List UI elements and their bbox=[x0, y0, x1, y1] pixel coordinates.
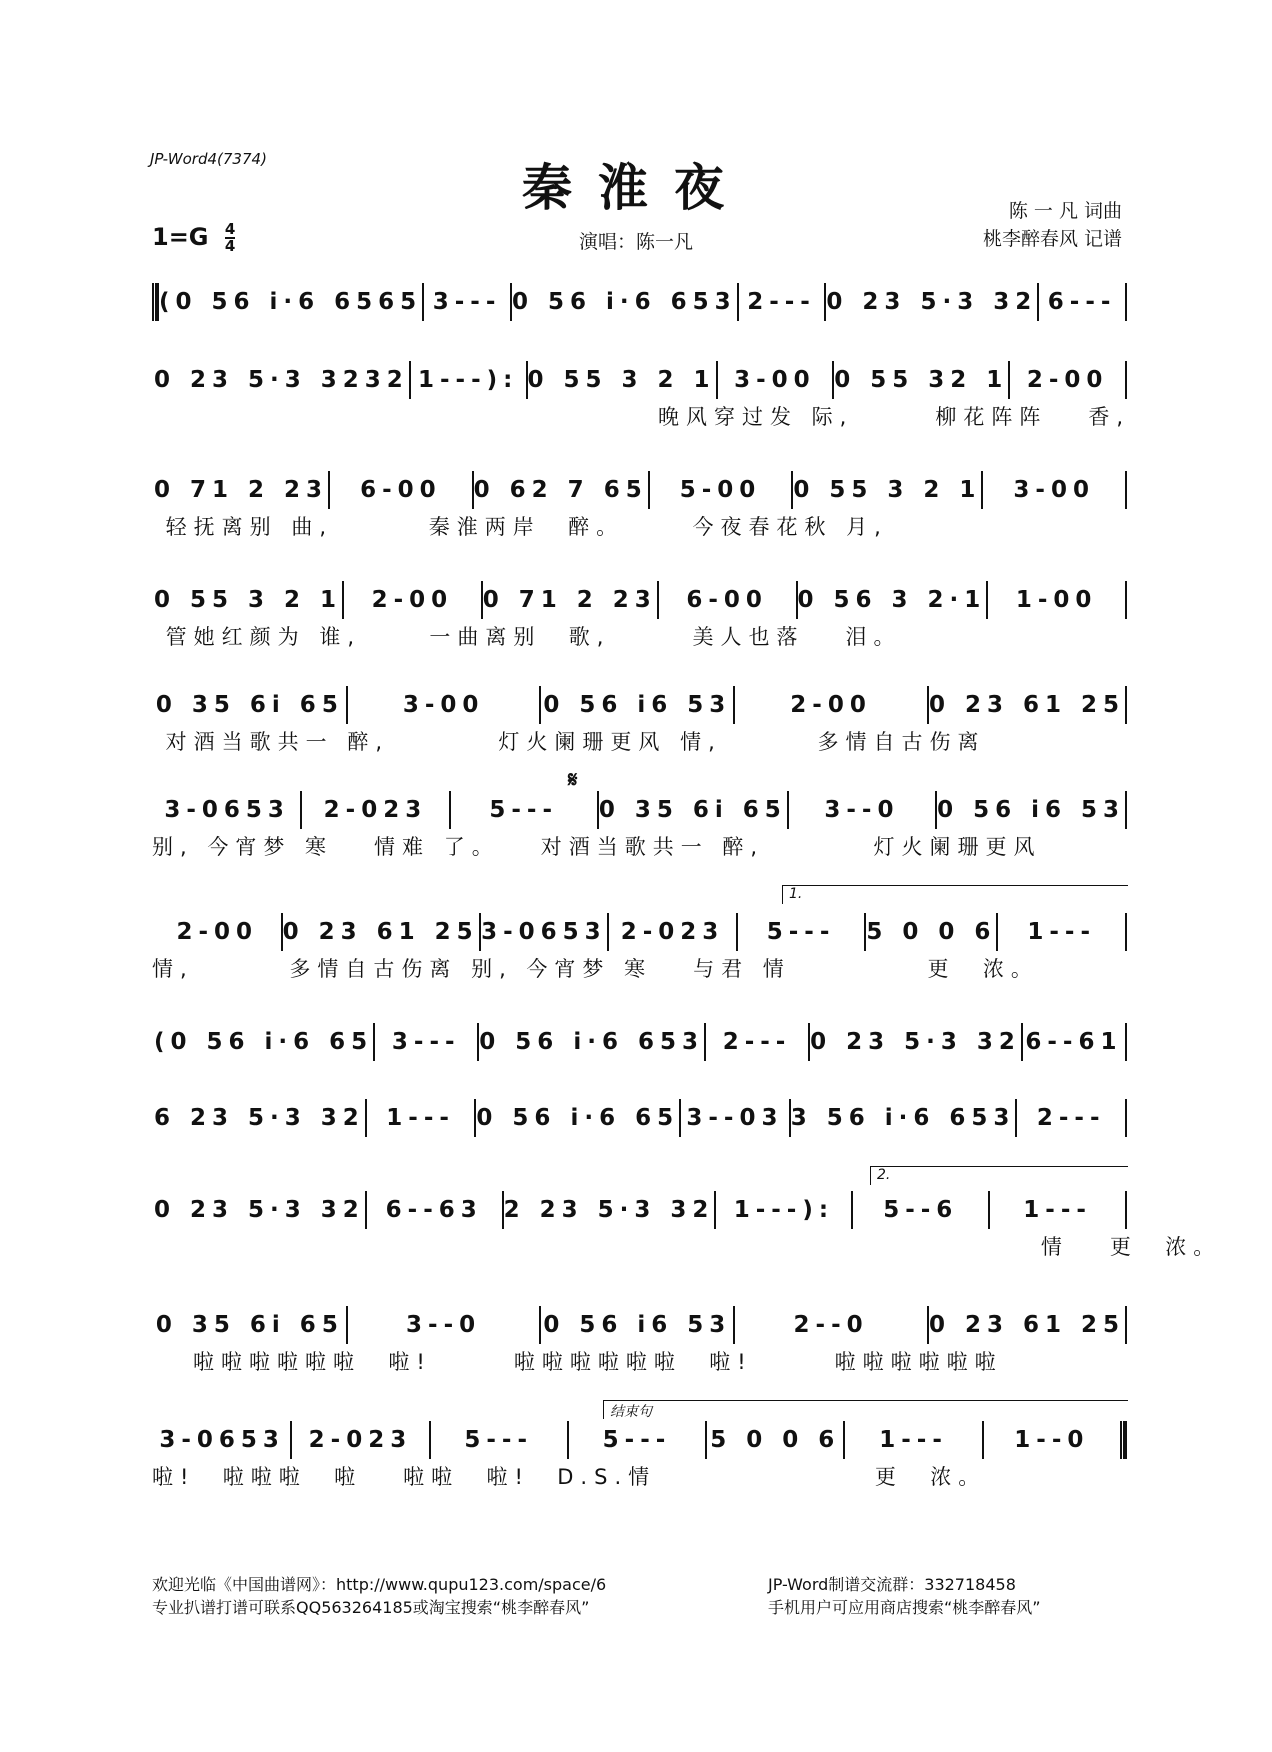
measure: 5--- bbox=[489, 797, 559, 823]
notes-row bbox=[152, 580, 1127, 620]
measure: 1-00 bbox=[1015, 587, 1098, 613]
barline bbox=[152, 283, 159, 321]
footer-left bbox=[152, 1573, 606, 1619]
measure: 2-00 bbox=[1026, 367, 1109, 393]
measure: 3--- bbox=[391, 1029, 461, 1055]
score-system bbox=[152, 470, 1127, 542]
measure: 2--- bbox=[747, 289, 816, 315]
transcriber: 桃李醉春风 记谱 bbox=[982, 228, 1122, 250]
notes-row bbox=[152, 1305, 1127, 1345]
score-system bbox=[152, 790, 1127, 862]
measure: 2-023 bbox=[620, 919, 725, 945]
notes-row bbox=[152, 1420, 1127, 1460]
measure: (0 56 i·6 6565 bbox=[159, 289, 423, 315]
measure: 0 55 3 2 1 bbox=[793, 477, 982, 503]
measure: 5 0 0 6 bbox=[866, 919, 997, 945]
measure: 0 35 6i 65 bbox=[155, 1312, 344, 1338]
barline bbox=[1125, 1191, 1127, 1229]
measure: 2--- bbox=[722, 1029, 792, 1055]
measure: 0 56 i·6 653 bbox=[511, 289, 737, 315]
song-title: 秦淮夜 bbox=[522, 158, 750, 217]
time-bottom: 4 bbox=[224, 237, 236, 255]
barline bbox=[1125, 913, 1127, 951]
measure: 3--- bbox=[432, 289, 502, 315]
measure: 0 23 5·3 32 bbox=[154, 1197, 365, 1223]
barline bbox=[1125, 1023, 1127, 1061]
lyric-line: 啦! 啦啦啦 啦 啦啦 啦! D.S.情 更 浓。 bbox=[152, 1465, 987, 1489]
barline bbox=[1120, 1421, 1127, 1459]
measure: 0 35 6i 65 bbox=[155, 692, 344, 718]
measure: 3-0653 bbox=[159, 1427, 285, 1453]
footer-app: 手机用户可应用商店搜索“桃李醉春风” bbox=[768, 1598, 1041, 1617]
measure: 0 23 61 25 bbox=[282, 919, 479, 945]
measure: 0 71 2 23 bbox=[154, 477, 329, 503]
measure: 0 35 6i 65 bbox=[598, 797, 787, 823]
measure: 0 23 5·3 32 bbox=[810, 1029, 1021, 1055]
measure: (0 56 i·6 65 bbox=[154, 1029, 374, 1055]
measure: 2-00 bbox=[371, 587, 454, 613]
software-label: JP-Word4(7374) bbox=[150, 150, 267, 168]
score-system bbox=[152, 282, 1127, 354]
measure: 0 56 i6 53 bbox=[543, 1312, 732, 1338]
measure: 5--- bbox=[602, 1427, 672, 1453]
notes-row bbox=[152, 912, 1127, 952]
measure: 0 55 3 2 1 bbox=[154, 587, 343, 613]
volta-1 bbox=[782, 885, 1128, 904]
footer-group: JP-Word制谱交流群：332718458 bbox=[768, 1575, 1016, 1594]
notes-row bbox=[152, 360, 1127, 400]
measure: 1--- bbox=[1023, 1197, 1092, 1223]
score-system bbox=[152, 1098, 1127, 1170]
lyric-line: 情 更 浓。 bbox=[152, 1235, 1222, 1259]
measure: 2--0 bbox=[793, 1312, 869, 1338]
volta-1-label: 1. bbox=[789, 886, 803, 902]
measure: 0 23 61 25 bbox=[928, 692, 1125, 718]
score-system bbox=[152, 685, 1127, 757]
lyric-line: 对酒当歌共一 醉, 灯火阑珊更风 情, 多情自古伤离 bbox=[152, 730, 986, 754]
measure: 0 62 7 65 bbox=[473, 477, 648, 503]
lyric-line bbox=[152, 324, 1127, 354]
lyric-line bbox=[152, 1064, 1127, 1094]
key-label: 1=G bbox=[152, 223, 209, 251]
volta-2 bbox=[870, 1166, 1128, 1185]
lyric-line: 啦啦啦啦啦啦 啦! 啦啦啦啦啦啦 啦! 啦啦啦啦啦啦 bbox=[152, 1350, 1003, 1374]
lyric-line: 晚风穿过发 际, 柳花阵阵 香, bbox=[152, 405, 1131, 429]
measure: 1--0 bbox=[1014, 1427, 1090, 1453]
measure: 0 56 i·6 653 bbox=[479, 1029, 704, 1055]
singer: 演唱：陈一凡 bbox=[578, 231, 693, 253]
score-system bbox=[152, 1190, 1222, 1262]
measure: 5-00 bbox=[679, 477, 762, 503]
measure: 0 56 i6 53 bbox=[937, 797, 1125, 823]
measure: 2-00 bbox=[176, 919, 259, 945]
measure: 3-0653 bbox=[164, 797, 290, 823]
score-system bbox=[152, 1420, 1127, 1492]
volta-2-label: 2. bbox=[877, 1167, 891, 1183]
score-system bbox=[152, 580, 1127, 652]
barline bbox=[1125, 1306, 1127, 1344]
barline bbox=[1125, 791, 1127, 829]
measure: 1--- bbox=[879, 1427, 948, 1453]
barline bbox=[1125, 1099, 1127, 1137]
notes-row bbox=[152, 1022, 1127, 1062]
notes-row bbox=[152, 470, 1127, 510]
lyricist-composer: 陈 一 凡 词曲 bbox=[1008, 200, 1122, 222]
footer-right bbox=[768, 1573, 1041, 1619]
measure: 1--- bbox=[1027, 919, 1097, 945]
measure: 3-00 bbox=[402, 692, 485, 718]
barline bbox=[1125, 581, 1127, 619]
coda-bracket bbox=[603, 1400, 1128, 1419]
measure: 1--- bbox=[386, 1105, 455, 1131]
measure: 6-00 bbox=[686, 587, 768, 613]
coda-label: 结束句 bbox=[610, 1404, 652, 1420]
lyric-line: 别, 今宵梦 寒 情难 了。 对酒当歌共一 醉, 灯火阑珊更风 bbox=[152, 835, 1042, 859]
measure: 6--- bbox=[1047, 289, 1117, 315]
measure: 0 56 i·6 65 bbox=[476, 1105, 680, 1131]
measure: 0 23 5·3 3232 bbox=[154, 367, 409, 393]
measure: 2--- bbox=[1036, 1105, 1106, 1131]
measure: 0 55 3 2 1 bbox=[527, 367, 716, 393]
notes-row bbox=[152, 1190, 1127, 1230]
notes-row bbox=[152, 790, 1127, 830]
measure: 2 23 5·3 32 bbox=[503, 1197, 715, 1223]
measure: 0 71 2 23 bbox=[482, 587, 657, 613]
measure: 6--63 bbox=[385, 1197, 483, 1223]
measure: 3 56 i·6 653 bbox=[790, 1105, 1016, 1131]
measure: 5 0 0 6 bbox=[710, 1427, 841, 1453]
measure: 5--- bbox=[464, 1427, 534, 1453]
measure: 0 23 61 25 bbox=[928, 1312, 1125, 1338]
measure: 3-0653 bbox=[481, 919, 607, 945]
measure: 0 55 32 1 bbox=[834, 367, 1009, 393]
barline bbox=[1125, 471, 1127, 509]
measure: 5--- bbox=[766, 919, 836, 945]
lyric-line: 管她红颜为 谁, 一曲离别 歌, 美人也落 泪。 bbox=[152, 625, 902, 649]
measure: 5--6 bbox=[883, 1197, 959, 1223]
score-system bbox=[152, 360, 1131, 432]
notes-row bbox=[152, 282, 1127, 322]
barline bbox=[1125, 283, 1127, 321]
measure: 3-00 bbox=[1013, 477, 1095, 503]
measure: 6--61 bbox=[1025, 1029, 1123, 1055]
measure: 6-00 bbox=[360, 477, 442, 503]
measure: 3--0 bbox=[824, 797, 900, 823]
measure: 1---): bbox=[733, 1197, 835, 1223]
measure: 0 56 i6 53 bbox=[543, 692, 732, 718]
measure: 2-023 bbox=[308, 1427, 413, 1453]
score-system bbox=[152, 1022, 1127, 1094]
score-system bbox=[152, 912, 1127, 984]
notes-row bbox=[152, 685, 1127, 725]
lyric-line: 情, 多情自古伤离 别, 今宵梦 寒 与君 情 更 浓。 bbox=[152, 957, 1039, 981]
lyric-line: 轻抚离别 曲, 秦淮两岸 醉。 今夜春花秋 月, bbox=[152, 515, 888, 539]
footer-contact: 专业扒谱打谱可联系QQ563264185或淘宝搜索“桃李醉春风” bbox=[152, 1598, 590, 1617]
segno-icon: 𝄋 bbox=[568, 768, 578, 793]
time-top: 4 bbox=[224, 220, 236, 238]
measure: 0 23 5·3 32 bbox=[826, 289, 1038, 315]
measure: 3--03 bbox=[686, 1105, 784, 1131]
measure: 2-023 bbox=[323, 797, 428, 823]
footer-website: 欢迎光临《中国曲谱网》：http://www.qupu123.com/space/6 bbox=[152, 1575, 607, 1594]
measure: 2-00 bbox=[790, 692, 872, 718]
measure: 3--0 bbox=[406, 1312, 482, 1338]
barline bbox=[1125, 361, 1127, 399]
notes-row bbox=[152, 1098, 1127, 1138]
measure: 6 23 5·3 32 bbox=[154, 1105, 365, 1131]
measure: 1---): bbox=[417, 367, 519, 393]
score-system bbox=[152, 1305, 1127, 1377]
measure: 3-00 bbox=[734, 367, 816, 393]
barline bbox=[1125, 686, 1127, 724]
measure: 0 56 3 2·1 bbox=[797, 587, 987, 613]
